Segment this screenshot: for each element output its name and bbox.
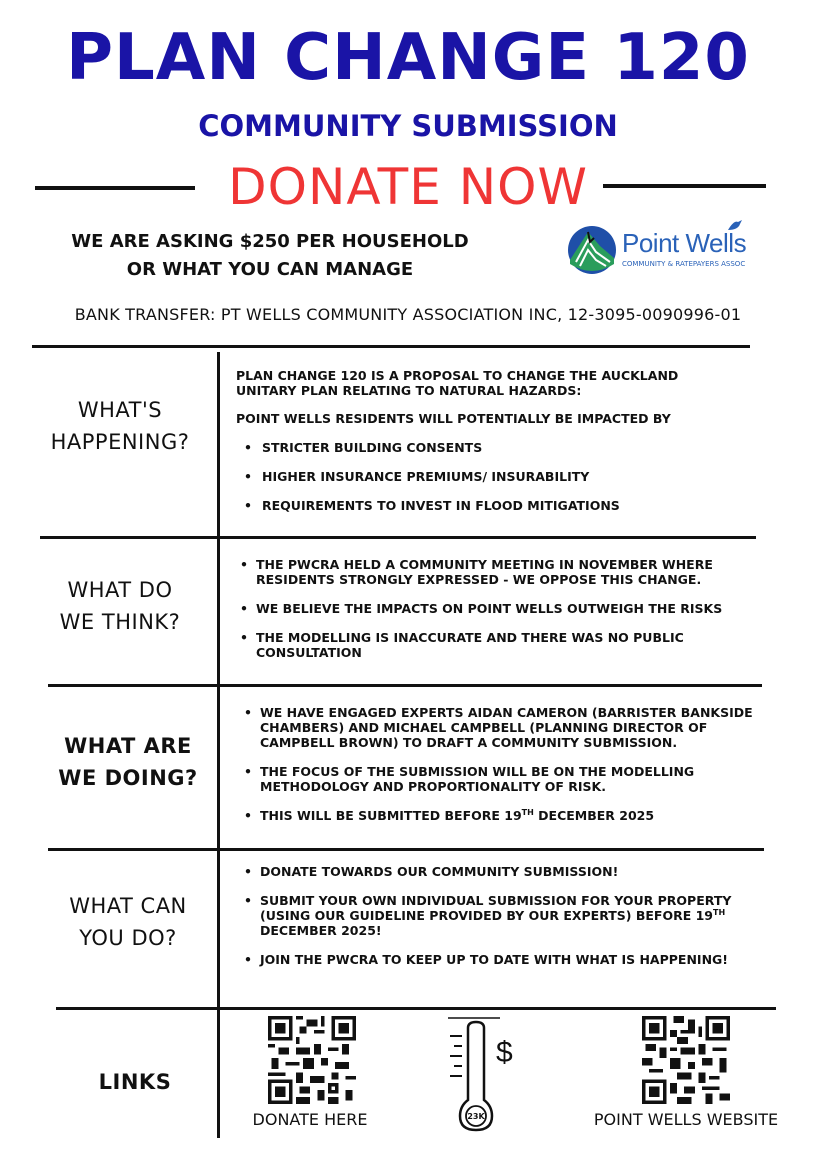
list-item: • THIS WILL BE SUBMITTED BEFORE 19TH DECEMBER 2025 bbox=[242, 808, 778, 823]
intro-text: PLAN CHANGE 120 IS A PROPOSAL TO CHANGE THE AUCKLAND UNITARY PLAN RELATING TO NATURAL HAZARDS: bbox=[236, 368, 679, 398]
donate-qr-code[interactable] bbox=[268, 1016, 356, 1104]
list-item: • JOIN THE PWCRA TO KEEP UP TO DATE WITH WHAT IS HAPPENING! bbox=[242, 952, 762, 967]
list-item: • WE BELIEVE THE IMPACTS ON POINT WELLS OUTWEIGH THE RISKS bbox=[238, 601, 738, 616]
logo-tagline: COMMUNITY & RATEPAYERS ASSOC bbox=[622, 260, 746, 268]
section-content-happening bbox=[236, 368, 716, 527]
section-label-happening: WHAT'S HAPPENING? bbox=[50, 398, 190, 454]
list-item: • THE FOCUS OF THE SUBMISSION WILL BE ON THE MODELLING METHODOLOGY AND PROPORTIONALITY OF RISK. bbox=[242, 764, 778, 794]
thermometer-value: 23K bbox=[467, 1112, 485, 1121]
list-item: • HIGHER INSURANCE PREMIUMS/ INSURABILITY bbox=[236, 469, 716, 484]
section-label-links: LINKS bbox=[98, 1070, 172, 1094]
list-item: • REQUIREMENTS TO INVEST IN FLOOD MITIGATIONS bbox=[236, 498, 716, 513]
list-item: • THE MODELLING IS INACCURATE AND THERE WAS NO PUBLIC CONSULTATION bbox=[238, 630, 738, 660]
list-item: • WE HAVE ENGAGED EXPERTS AIDAN CAMERON (BARRISTER BANKSIDE CHAMBERS) AND MICHAEL CAMPBELL (PLANNING DIRECTOR OF CAMPBELL BROWN) TO DRAFT A COMMUNITY SUBMISSION. bbox=[242, 705, 778, 750]
section-label-can-do: WHAT CAN YOU DO? bbox=[69, 894, 187, 950]
section-divider bbox=[32, 345, 750, 348]
divider-right bbox=[603, 184, 766, 188]
page-title: PLAN CHANGE 120 bbox=[66, 21, 750, 95]
list-item: • THE PWCRA HELD A COMMUNITY MEETING IN NOVEMBER WHERE RESIDENTS STRONGLY EXPRESSED - WE OPPOSE THIS CHANGE. bbox=[238, 557, 738, 587]
section-content-think bbox=[238, 557, 738, 674]
thermometer-currency: $ bbox=[496, 1036, 513, 1069]
donation-ask-line1: WE ARE ASKING $250 PER HOUSEHOLD bbox=[71, 231, 469, 252]
point-wells-logo bbox=[566, 218, 766, 278]
section-divider bbox=[48, 684, 762, 687]
donate-heading: DONATE NOW bbox=[228, 158, 588, 216]
website-qr-code[interactable] bbox=[642, 1016, 730, 1104]
section-content-doing bbox=[242, 705, 778, 837]
bank-transfer-details: BANK TRANSFER: PT WELLS COMMUNITY ASSOCIATION INC, 12-3095-0090996-01 bbox=[74, 305, 742, 324]
section-divider bbox=[48, 848, 764, 851]
thermometer-icon bbox=[444, 1014, 524, 1136]
section-divider bbox=[56, 1007, 776, 1010]
list-item: • DONATE TOWARDS OUR COMMUNITY SUBMISSION! bbox=[242, 864, 762, 879]
logo-name: Point Wells bbox=[622, 228, 747, 258]
donation-ask bbox=[40, 228, 500, 284]
donate-link[interactable]: DONATE HERE bbox=[252, 1110, 368, 1129]
list-item: • SUBMIT YOUR OWN INDIVIDUAL SUBMISSION FOR YOUR PROPERTY (USING OUR GUIDELINE PROVIDED BY OUR EXPERTS) BEFORE 19TH DECEMBER 2025! bbox=[242, 893, 762, 938]
website-link[interactable]: POINT WELLS WEBSITE bbox=[593, 1110, 779, 1129]
section-label-doing: WHAT ARE WE DOING? bbox=[58, 734, 198, 790]
page-subtitle: COMMUNITY SUBMISSION bbox=[198, 109, 618, 143]
section-divider bbox=[40, 536, 756, 539]
section-content-can-do bbox=[242, 864, 762, 981]
donation-ask-line2: OR WHAT YOU CAN MANAGE bbox=[126, 259, 414, 280]
mountain-logo-icon bbox=[566, 224, 618, 276]
section-label-think: WHAT DO WE THINK? bbox=[59, 578, 181, 634]
list-item: • STRICTER BUILDING CONSENTS bbox=[236, 440, 716, 455]
impact-text: POINT WELLS RESIDENTS WILL POTENTIALLY BE IMPACTED BY bbox=[236, 411, 671, 426]
